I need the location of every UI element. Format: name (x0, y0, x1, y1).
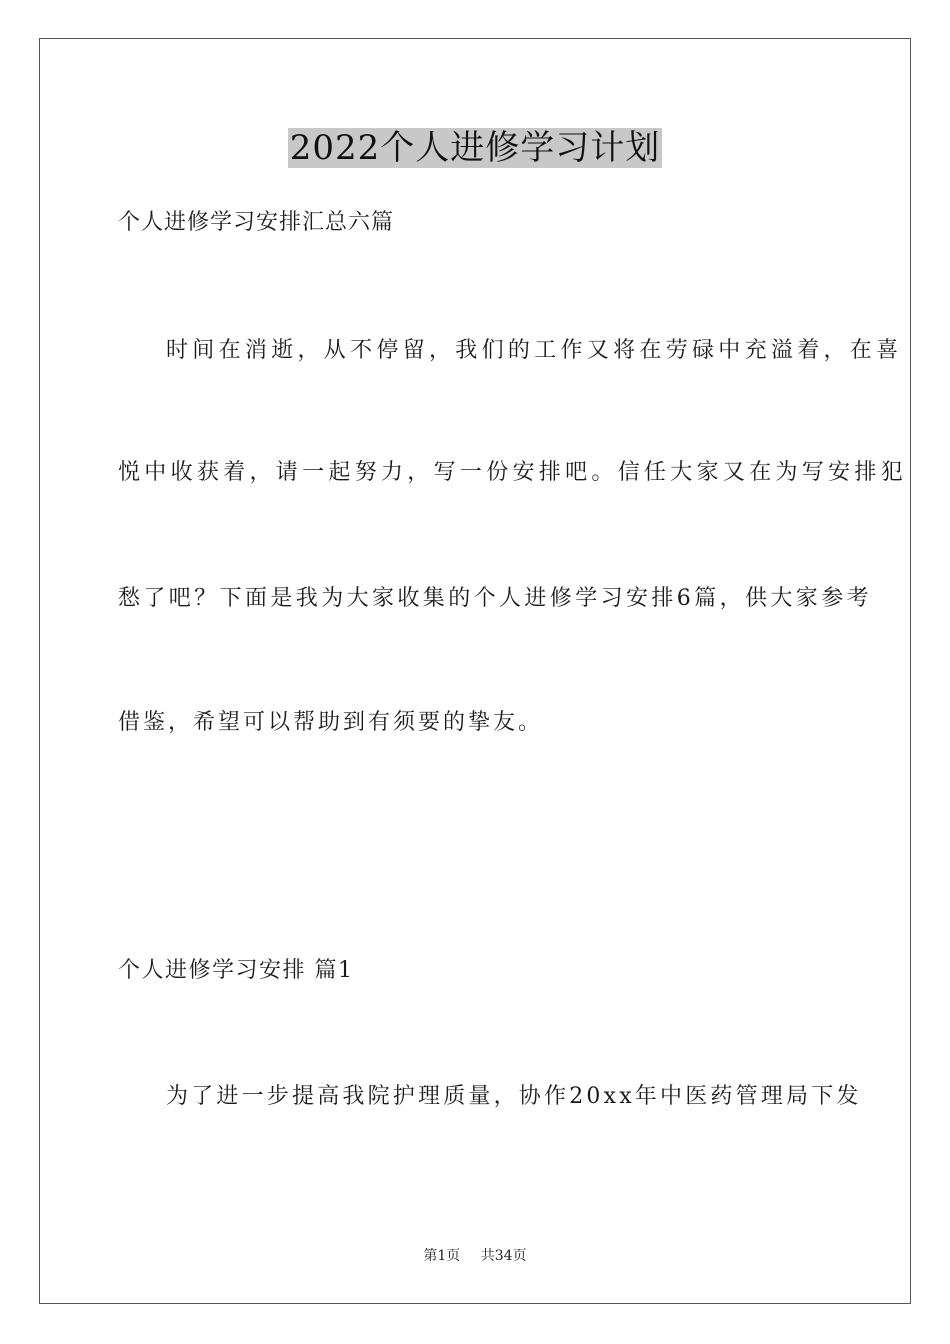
intro-line-3: 愁了吧？下面是我为大家收集的个人进修学习安排6篇，供大家参考 (118, 586, 872, 611)
title-container (0, 128, 950, 168)
section-heading: 个人进修学习安排 篇1 (118, 958, 354, 983)
document-subtitle: 个人进修学习安排汇总六篇 (118, 210, 395, 235)
section-first-line: 为了进一步提高我院护理质量，协作20xx年中医药管理局下发 (166, 1084, 862, 1109)
page-number: 第1页 (423, 1248, 461, 1264)
document-title: 2022个人进修学习计划 (289, 128, 661, 168)
intro-line-1: 时间在消逝，从不停留，我们的工作又将在劳碌中充溢着，在喜 (166, 338, 903, 363)
intro-line-4: 借鉴，希望可以帮助到有须要的挚友。 (118, 710, 544, 735)
page-footer (0, 1247, 950, 1265)
page-total: 共34页 (480, 1248, 527, 1264)
intro-line-2: 悦中收获着，请一起努力，写一份安排吧。信任大家又在为写安排犯 (118, 460, 908, 485)
